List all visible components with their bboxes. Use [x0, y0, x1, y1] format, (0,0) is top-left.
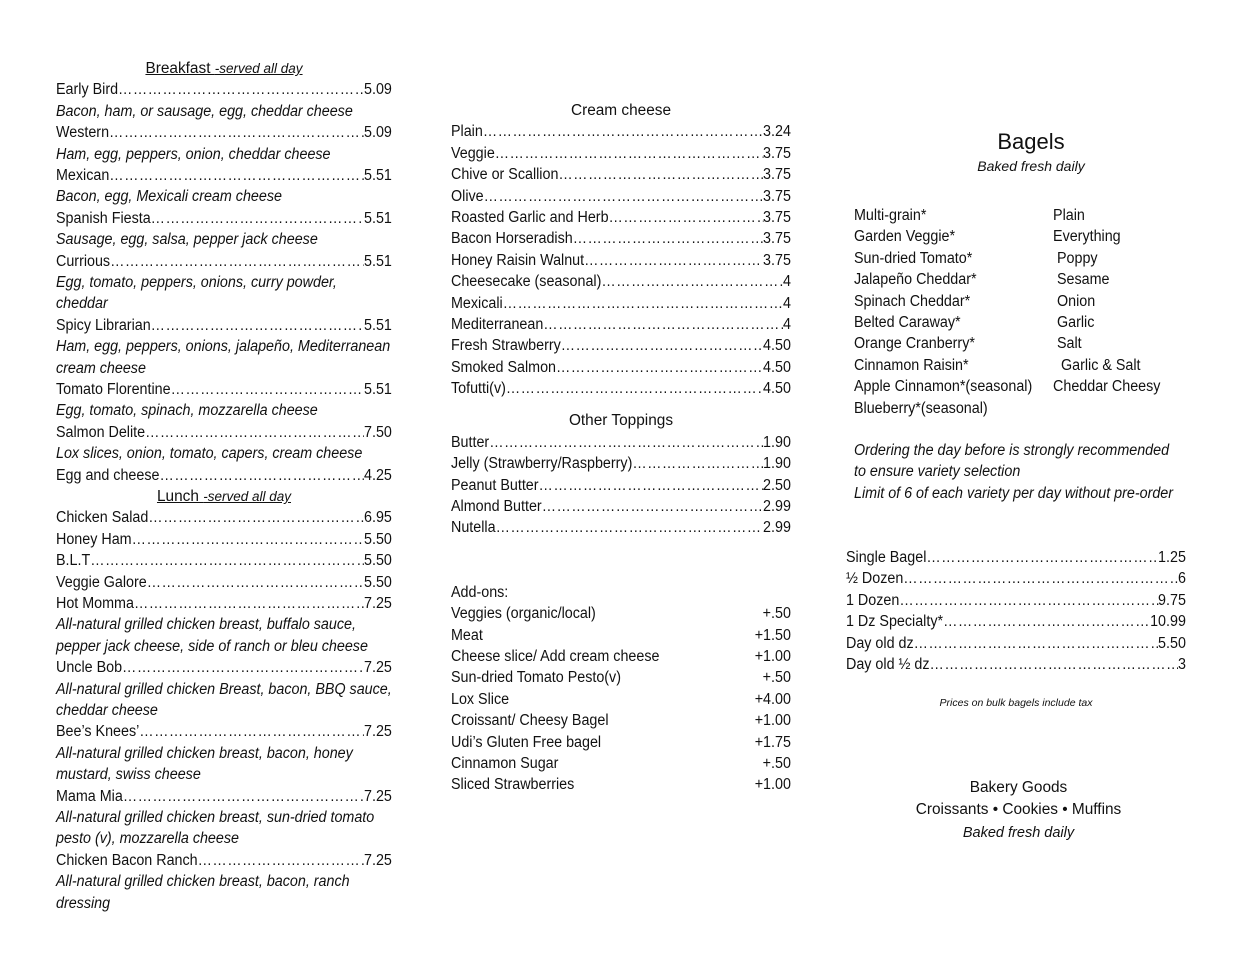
cream-cheese-item-name: Chive or Scallion	[451, 166, 559, 184]
dot-leader	[573, 228, 763, 249]
addon-item	[451, 625, 791, 646]
breakfast-item	[56, 465, 392, 486]
addon-item-name: Meat	[451, 626, 483, 644]
lunch-item-description: All-natural grilled chicken breast, sun-dried tomato pesto (v), mozzarella cheese	[56, 808, 375, 848]
lunch-item-price: 5.50	[364, 552, 392, 570]
cream-cheese-item	[451, 186, 791, 207]
cream-cheese-item	[451, 293, 791, 314]
dot-leader	[556, 357, 763, 378]
toppings-list	[451, 432, 791, 539]
cream-cheese-item	[451, 335, 791, 356]
breakfast-item	[56, 122, 392, 143]
bagel-flavor-row	[854, 248, 1170, 269]
bagel-flavor-row	[854, 205, 1170, 226]
lunch-item-description: All-natural grilled chicken breast, bacon, honey mustard, swiss cheese	[56, 744, 353, 784]
breakfast-list	[56, 79, 392, 486]
lunch-item	[56, 850, 392, 871]
bagel-flavor-row	[854, 376, 1170, 397]
cream-cheese-item-price: 3.75	[763, 251, 791, 269]
breakfast-item-name: Spanish Fiesta	[56, 209, 151, 227]
breakfast-item-price: 5.51	[364, 166, 392, 184]
lunch-item-price: 7.25	[364, 659, 392, 677]
dot-leader	[159, 465, 364, 486]
breakfast-item-price: 5.51	[364, 252, 392, 270]
dot-leader	[132, 529, 364, 550]
bulk-item	[846, 654, 1186, 675]
bagel-flavor: Multi-grain*	[854, 207, 927, 224]
bulk-item-name: Single Bagel	[846, 549, 927, 566]
bagel-flavor: Sesame	[1053, 271, 1110, 289]
addon-item-price: +1.75	[754, 733, 791, 751]
cream-cheese-item	[451, 378, 791, 399]
cream-cheese-heading: Cream cheese	[570, 102, 672, 119]
bagel-flavor: Garden Veggie*	[854, 228, 956, 246]
cream-cheese-item	[451, 271, 791, 292]
addon-item	[451, 667, 791, 688]
bakery-section	[886, 777, 1151, 844]
breakfast-item-price: 4.25	[364, 466, 392, 484]
dot-leader	[139, 721, 364, 742]
lunch-item-name: Honey Ham	[56, 530, 132, 548]
addon-item	[451, 689, 791, 710]
addons-list	[451, 603, 791, 796]
bagel-flavor: Cheddar Cheesy	[1053, 378, 1161, 396]
bagel-flavor-row	[854, 355, 1170, 376]
bagel-flavor: Jalapeño Cheddar*	[854, 271, 977, 289]
cream-cheese-item	[451, 357, 791, 378]
breakfast-item-description: Egg, tomato, spinach, mozzarella cheese	[56, 402, 318, 420]
breakfast-item-description: Sausage, egg, salsa, pepper jack cheese	[56, 231, 318, 249]
bulk-price-list	[846, 547, 1186, 675]
cream-cheese-item-name: Cheesecake (seasonal)	[451, 273, 602, 291]
lunch-item	[56, 721, 392, 742]
addon-item-name: Sun-dried Tomato Pesto(v)	[451, 669, 621, 687]
lunch-item-price: 7.25	[364, 594, 392, 612]
breakfast-item-name: Egg and cheese	[56, 466, 160, 484]
bagel-flavor: Blueberry*(seasonal)	[854, 399, 988, 417]
lunch-item-name: Chicken Bacon Ranch	[56, 851, 198, 869]
dot-leader	[539, 475, 764, 496]
breakfast-item-name: Tomato Florentine	[56, 380, 171, 398]
bagel-flavor-row	[854, 291, 1170, 312]
addon-item-price: +1.00	[754, 647, 791, 665]
lunch-item	[56, 550, 392, 571]
bulk-price-note: Prices on bulk bagels include tax	[939, 697, 1093, 709]
addon-item-price: +4.00	[754, 690, 791, 708]
bulk-item-price: 5.50	[1158, 634, 1186, 652]
topping-item	[451, 517, 791, 538]
addon-item-name: Udi’s Gluten Free bagel	[451, 733, 602, 751]
bulk-item	[846, 611, 1186, 632]
bagel-flavors-list	[854, 205, 1194, 419]
dot-leader	[109, 165, 364, 186]
breakfast-item-price: 7.50	[364, 423, 392, 441]
lunch-item	[56, 572, 392, 593]
breakfast-item	[56, 79, 392, 100]
lunch-item	[56, 657, 392, 678]
dot-leader	[542, 496, 763, 517]
middle-column	[451, 100, 791, 796]
addon-item-price: +.50	[762, 754, 791, 772]
lunch-item-name: Mama Mia	[56, 787, 123, 805]
lunch-item	[56, 507, 392, 528]
lunch-item-price: 5.50	[364, 530, 392, 548]
breakfast-item	[56, 315, 392, 336]
cream-cheese-item-name: Tofutti(v)	[451, 380, 506, 398]
addon-item	[451, 603, 791, 624]
cream-cheese-list	[451, 121, 791, 399]
dot-leader	[122, 657, 364, 678]
lunch-item-description: All-natural grilled chicken breast, bacon, ranch dressing	[56, 873, 350, 912]
addons-heading: Add-ons:	[451, 583, 509, 601]
breakfast-item-name: Early Bird	[56, 81, 119, 99]
addon-item-name: Sliced Strawberries	[451, 776, 575, 794]
right-column	[846, 0, 1192, 960]
lunch-item-name: Veggie Galore	[56, 573, 147, 591]
addon-item-name: Cinnamon Sugar	[451, 754, 559, 772]
lunch-item-name: Uncle Bob	[56, 659, 123, 677]
addon-item	[451, 753, 791, 774]
addon-item-name: Lox Slice	[451, 690, 510, 708]
dot-leader	[632, 453, 763, 474]
bulk-item	[846, 547, 1186, 568]
cream-cheese-item-price: 4	[782, 273, 791, 291]
bulk-item-name: 1 Dozen	[846, 591, 900, 609]
dot-leader	[495, 143, 763, 164]
bagel-flavor-row	[854, 226, 1170, 247]
lunch-item-name: B.L.T	[56, 552, 91, 570]
breakfast-item-price: 5.51	[364, 380, 392, 398]
dot-leader	[601, 271, 783, 292]
dot-leader	[543, 314, 783, 335]
cream-cheese-item-price: 4	[782, 294, 791, 312]
breakfast-item-description: Egg, tomato, peppers, onions, curry powder, cheddar	[56, 273, 337, 313]
breakfast-item-price: 5.51	[364, 209, 392, 227]
breakfast-item-name: Salmon Delite	[56, 423, 146, 441]
breakfast-item	[56, 379, 392, 400]
breakfast-item-name: Western	[56, 124, 110, 142]
dot-leader	[90, 550, 364, 571]
lunch-item	[56, 529, 392, 550]
addon-item-name: Veggies (organic/local)	[451, 605, 596, 623]
addon-item	[451, 710, 791, 731]
breakfast-item	[56, 422, 392, 443]
cream-cheese-item	[451, 228, 791, 249]
dot-leader	[145, 422, 364, 443]
dot-leader	[148, 507, 364, 528]
dot-leader	[151, 208, 364, 229]
cream-cheese-item	[451, 207, 791, 228]
dot-leader	[558, 164, 763, 185]
breakfast-item-description: Bacon, egg, Mexicali cream cheese	[56, 188, 282, 206]
dot-leader	[609, 207, 764, 228]
order-note-line-1: Ordering the day before is strongly recommended to ensure variety selection	[854, 442, 1170, 481]
lunch-item-price: 5.50	[364, 573, 392, 591]
left-column	[56, 58, 392, 914]
bagel-flavor: Salt	[1053, 335, 1082, 353]
bulk-item-name: Day old dz	[846, 634, 914, 652]
cream-cheese-item-name: Honey Raisin Walnut	[451, 251, 585, 269]
dot-leader	[496, 517, 763, 538]
bulk-item-price: 6	[1177, 570, 1186, 588]
bulk-item-price: 10.99	[1150, 613, 1186, 631]
topping-item-name: Peanut Butter	[451, 476, 539, 494]
lunch-item-price: 6.95	[364, 509, 392, 527]
toppings-heading: Other Toppings	[568, 412, 674, 430]
bakery-title: Bakery Goods	[969, 779, 1068, 796]
lunch-heading: Lunch -served all day	[156, 487, 291, 505]
bagel-flavor: Garlic	[1053, 313, 1095, 331]
bagel-flavor-row	[854, 269, 1170, 290]
topping-item-name: Nutella	[451, 519, 496, 537]
cream-cheese-item-price: 3.75	[763, 230, 791, 248]
addon-item-name: Cheese slice/ Add cream cheese	[451, 647, 660, 665]
bakery-subtitle: Baked fresh daily	[962, 825, 1075, 842]
addon-item-price: +1.00	[754, 776, 791, 794]
dot-leader	[926, 547, 1158, 568]
lunch-item-description: All-natural grilled chicken breast, buffalo sauce, pepper jack cheese, side of ranch or bleu cheese	[56, 616, 368, 655]
breakfast-item	[56, 208, 392, 229]
cream-cheese-item-price: 4.50	[763, 380, 791, 398]
cream-cheese-item-name: Olive	[451, 187, 484, 205]
lunch-item-name: Chicken Salad	[56, 509, 149, 527]
dot-leader	[503, 293, 783, 314]
lunch-list	[56, 507, 392, 914]
cream-cheese-item	[451, 143, 791, 164]
breakfast-item-name: Spicy Librarian	[56, 316, 151, 334]
topping-item	[451, 453, 791, 474]
topping-item	[451, 496, 791, 517]
bagel-flavor: Spinach Cheddar*	[854, 292, 971, 310]
bagel-flavor-row	[854, 398, 1170, 419]
bagels-subtitle: Baked fresh daily	[977, 158, 1085, 174]
addon-item	[451, 646, 791, 667]
bulk-item	[846, 590, 1186, 611]
lunch-item-price: 7.25	[364, 851, 392, 869]
lunch-item-name: Hot Momma	[56, 594, 134, 612]
bulk-item	[846, 633, 1186, 654]
dot-leader	[484, 186, 763, 207]
topping-item	[451, 475, 791, 496]
dot-leader	[147, 572, 364, 593]
dot-leader	[118, 79, 364, 100]
bagel-flavor: Garlic & Salt	[1053, 356, 1141, 374]
bulk-item-name: 1 Dz Specialty*	[846, 613, 944, 631]
cream-cheese-item-price: 3.75	[763, 166, 791, 184]
cream-cheese-item-name: Bacon Horseradish	[451, 230, 573, 248]
bagels-title: Bagels	[997, 129, 1065, 154]
breakfast-item-price: 5.09	[364, 124, 392, 142]
lunch-item	[56, 593, 392, 614]
cream-cheese-item-name: Mexicali	[451, 294, 503, 312]
dot-leader	[561, 335, 763, 356]
cream-cheese-item-price: 3.75	[763, 144, 791, 162]
topping-item-name: Jelly (Strawberry/Raspberry)	[451, 455, 633, 473]
cream-cheese-item-price: 3.75	[763, 187, 791, 205]
dot-leader	[109, 122, 364, 143]
breakfast-item	[56, 251, 392, 272]
topping-item-price: 2.99	[763, 498, 791, 516]
dot-leader	[903, 568, 1178, 589]
bulk-item-price: 1.25	[1158, 549, 1186, 566]
cream-cheese-item-price: 4.50	[763, 358, 791, 376]
addon-item	[451, 774, 791, 795]
topping-item-price: 1.90	[763, 455, 791, 473]
breakfast-item-price: 5.51	[364, 316, 392, 334]
bagel-flavor: Orange Cranberry*	[854, 335, 975, 353]
lunch-item	[56, 786, 392, 807]
breakfast-heading: Breakfast -served all day	[145, 60, 303, 77]
bagel-flavor: Onion	[1053, 292, 1096, 310]
cream-cheese-item-price: 3.24	[763, 123, 791, 141]
dot-leader	[489, 432, 763, 453]
dot-leader	[151, 315, 364, 336]
dot-leader	[171, 379, 364, 400]
dot-leader	[110, 251, 364, 272]
breakfast-item	[56, 165, 392, 186]
topping-item-price: 2.99	[763, 519, 791, 537]
bakery-items: Croissants • Cookies • Muffins	[915, 801, 1122, 819]
bagel-flavor: Sun-dried Tomato*	[854, 249, 973, 267]
bulk-item-price: 3	[1177, 655, 1186, 673]
bulk-item-name: Day old ½ dz	[846, 655, 930, 673]
cream-cheese-item-name: Fresh Strawberry	[451, 337, 561, 355]
cream-cheese-item	[451, 250, 791, 271]
topping-item	[451, 432, 791, 453]
cream-cheese-item-name: Roasted Garlic and Herb	[451, 208, 609, 226]
order-note-line-2: Limit of 6 of each variety per day without pre-order	[854, 484, 1174, 502]
bagel-flavor-row	[854, 312, 1170, 333]
cream-cheese-item-name: Smoked Salmon	[451, 358, 557, 376]
bagel-flavor: Poppy	[1053, 249, 1098, 267]
addon-item-price: +1.50	[754, 626, 791, 644]
bulk-item-price: 9.75	[1158, 591, 1186, 609]
addon-item-price: +.50	[762, 605, 791, 623]
lunch-item-name: Bee’s Knees’	[56, 723, 140, 741]
breakfast-item-description: Bacon, ham, or sausage, egg, cheddar cheese	[56, 102, 353, 120]
cream-cheese-item-price: 4	[782, 315, 791, 333]
dot-leader	[123, 786, 364, 807]
addon-item-price: +.50	[762, 669, 791, 687]
breakfast-item-price: 5.09	[364, 81, 392, 99]
topping-item-price: 2.50	[763, 476, 791, 494]
topping-item-name: Almond Butter	[451, 498, 542, 516]
addon-item	[451, 732, 791, 753]
cream-cheese-item-price: 3.75	[763, 208, 791, 226]
breakfast-item-name: Currious	[56, 252, 111, 270]
bulk-item	[846, 568, 1186, 589]
bagel-flavor-row	[854, 333, 1170, 354]
bagel-flavor: Apple Cinnamon*(seasonal)	[854, 378, 1033, 396]
addon-item-name: Croissant/ Cheesy Bagel	[451, 712, 609, 730]
breakfast-item-description: Lox slices, onion, tomato, capers, cream cheese	[56, 445, 363, 463]
breakfast-item-description: Ham, egg, peppers, onion, cheddar cheese	[56, 145, 331, 163]
topping-item-price: 1.90	[763, 433, 791, 451]
dot-leader	[584, 250, 763, 271]
dot-leader	[943, 611, 1150, 632]
order-note	[854, 440, 1175, 504]
cream-cheese-item	[451, 164, 791, 185]
bagel-flavor: Plain	[1053, 207, 1085, 224]
lunch-item-price: 7.25	[364, 723, 392, 741]
bagel-flavor: Belted Caraway*	[854, 313, 961, 331]
dot-leader	[483, 121, 763, 142]
cream-cheese-item	[451, 314, 791, 335]
breakfast-item-name: Mexican	[56, 166, 110, 184]
cream-cheese-item-name: Mediterranean	[451, 315, 544, 333]
cream-cheese-item-name: Plain	[451, 123, 483, 141]
lunch-item-price: 7.25	[364, 787, 392, 805]
cream-cheese-item-name: Veggie	[451, 144, 495, 162]
dot-leader	[914, 633, 1158, 654]
addon-item-price: +1.00	[754, 712, 791, 730]
bulk-item-name: ½ Dozen	[846, 570, 904, 588]
bagel-flavor: Everything	[1053, 228, 1121, 246]
dot-leader	[134, 593, 364, 614]
cream-cheese-item	[451, 121, 791, 142]
breakfast-item-description: Ham, egg, peppers, onions, jalapeño, Mediterranean cream cheese	[56, 338, 391, 377]
lunch-item-description: All-natural grilled chicken Breast, bacon, BBQ sauce, cheddar cheese	[56, 680, 392, 719]
dot-leader	[506, 378, 763, 399]
dot-leader	[198, 850, 364, 871]
cream-cheese-item-price: 4.50	[763, 337, 791, 355]
dot-leader	[899, 590, 1158, 611]
dot-leader	[930, 654, 1178, 675]
topping-item-name: Butter	[451, 433, 490, 451]
bagel-flavor: Cinnamon Raisin*	[854, 356, 969, 374]
